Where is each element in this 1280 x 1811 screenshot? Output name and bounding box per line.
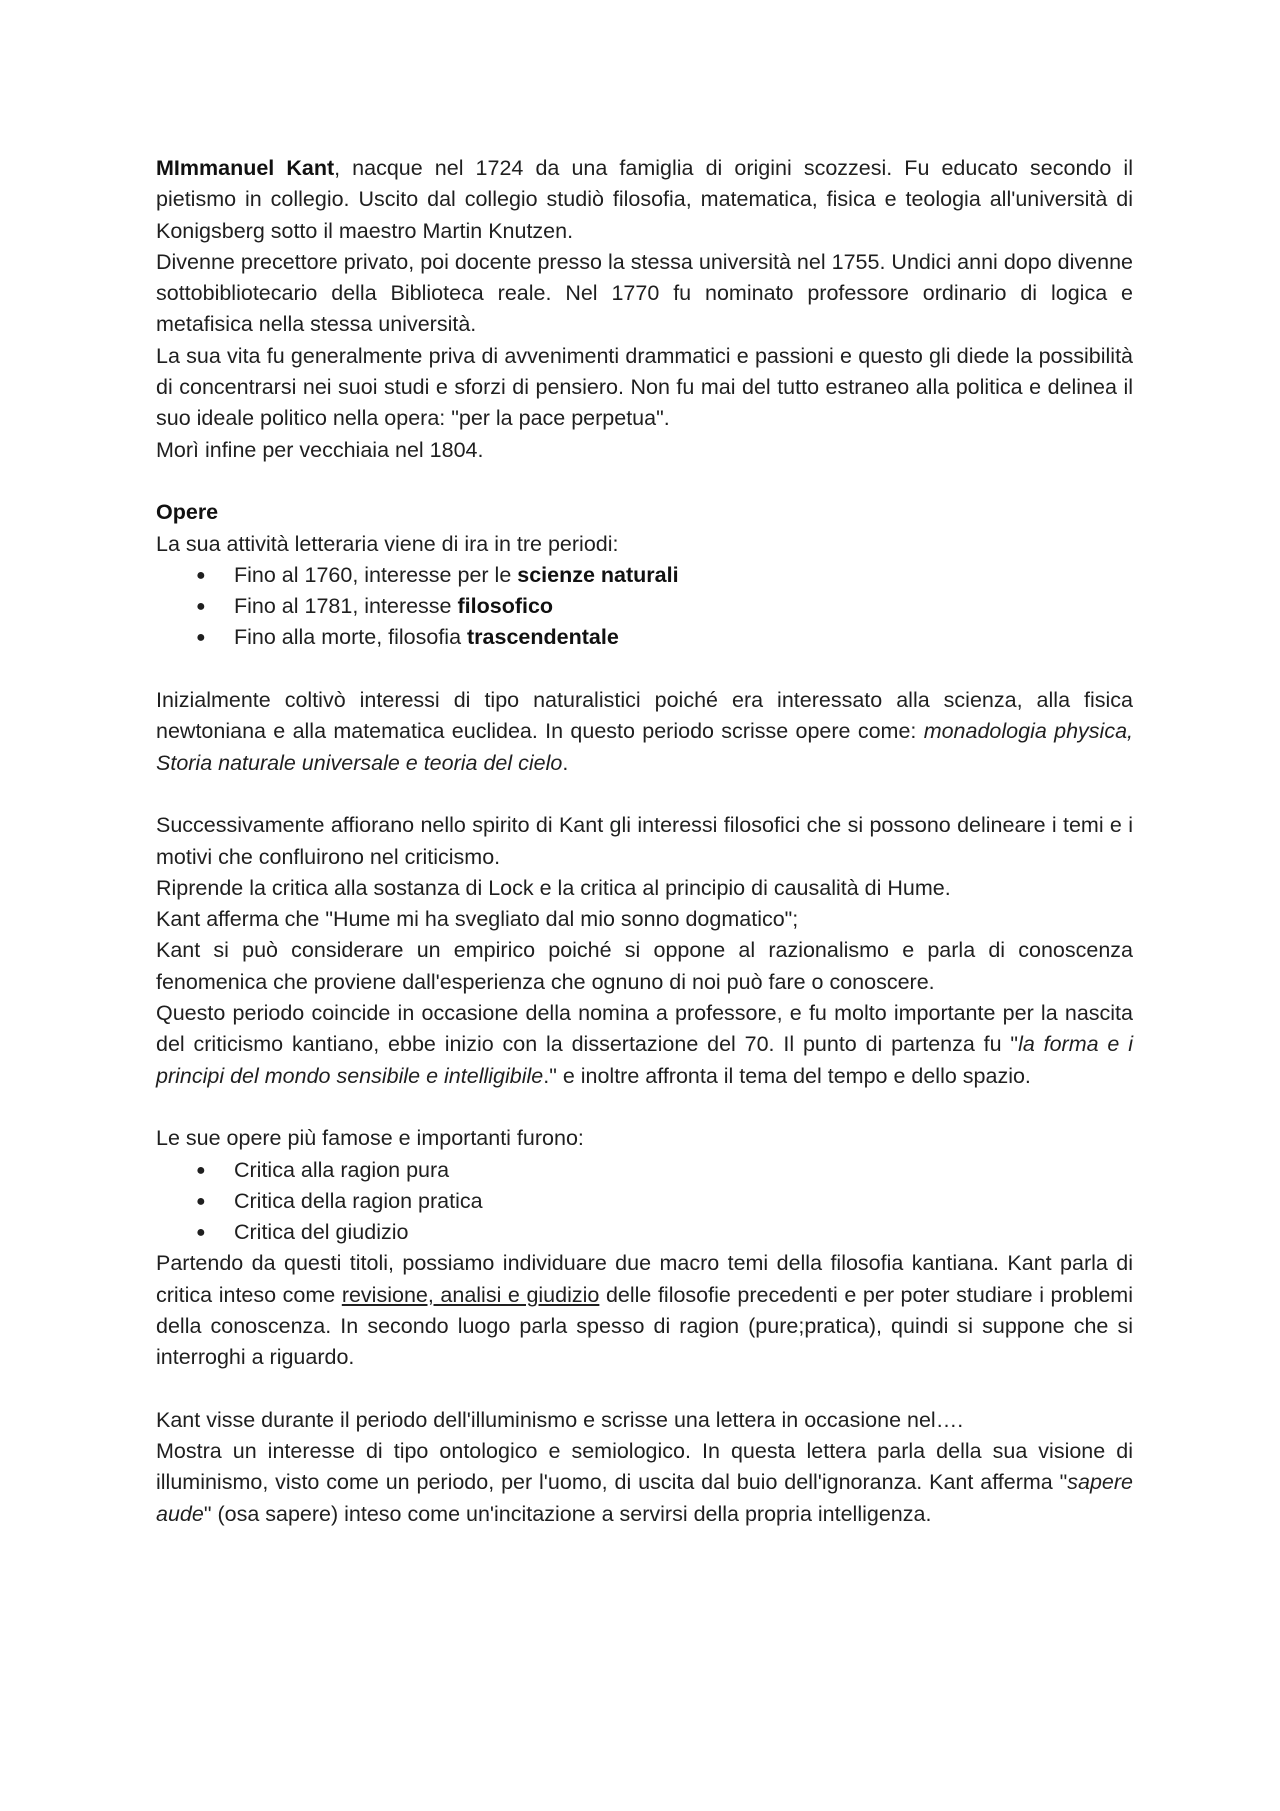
intro-paragraph: [156, 153, 1133, 247]
enlightenment-paragraph-1: Kant visse durante il periodo dell'illuminismo e scrisse una lettera in occasione nel….: [156, 1407, 964, 1432]
philosophic-paragraph-1: Successivamente affiorano nello spirito di Kant gli interessi filosofici che si possono delineare i temi e i motivi che confluirono nel criticismo.: [156, 813, 1133, 869]
periods-lead: La sua attività letteraria viene di ira in tre periodi:: [156, 531, 619, 556]
philosophic-paragraph-5: Questo periodo coincide in occasione della nomina a professore, e fu molto importante per la nascita del criticismo kantiano, ebbe inizio con la dissertazione del 70. Il punto di partenza fu "la forma e i principi del mondo sensibile e intelligibile." e inoltre affronta il tema del tempo e dello spazio.: [156, 1001, 1133, 1088]
bullet-icon: ●: [196, 598, 206, 616]
periods-list: [156, 560, 1133, 654]
bullet-icon: ●: [196, 566, 206, 584]
list-item: ● Fino al 1760, interesse per le scienze naturali: [156, 560, 1133, 591]
philosophic-paragraph-3: Kant afferma che "Hume mi ha svegliato dal mio sonno dogmatico";: [156, 907, 799, 932]
list-item: ● Critica alla ragion pura: [156, 1155, 1133, 1186]
famous-works-list: [156, 1155, 1133, 1249]
critique-paragraph: Partendo da questi titoli, possiamo individuare due macro temi della filosofia kantiana. Kant parla di critica inteso come revisione, analisi e giudizio delle filosofie precedenti e per poter studiare i problemi della conoscenza. In secondo luogo parla spesso di ragion (pure;pratica), quindi si suppone che si interroghi a riguardo.: [156, 1251, 1133, 1370]
list-item: ● Critica della ragion pratica: [156, 1186, 1133, 1217]
bullet-icon: ●: [196, 1192, 206, 1210]
author-name: MImmanuel Kant: [156, 156, 335, 180]
list-item: ● Fino al 1781, interesse filosofico: [156, 591, 1133, 622]
bullet-icon: ●: [196, 1161, 206, 1179]
section-heading-opere: Opere: [156, 500, 219, 525]
life-paragraph: La sua vita fu generalmente priva di avvenimenti drammatici e passioni e questo gli diede la possibilità di concentrarsi nei suoi studi e sforzi di pensiero. Non fu mai del tutto estraneo alla politica e delinea il suo ideale politico nella opera: "per la pace perpetua".: [156, 343, 1133, 431]
list-item: ● Critica del giudizio: [156, 1217, 1133, 1248]
document-page: [156, 153, 1133, 1530]
intro-text: , nacque nel 1724 da una famiglia di origini scozzesi. Fu educato secondo il pietismo in collegio. Uscito dal collegio studiò filosofia, matematica, fisica e teologia all'università di Konigsberg sotto il maestro Martin Knutzen.: [156, 156, 1133, 243]
death-paragraph: Morì infine per vecchiaia nel 1804.: [156, 437, 484, 462]
list-item: ● Fino alla morte, filosofia trascendentale: [156, 622, 1133, 653]
career-paragraph: Divenne precettore privato, poi docente presso la stessa università nel 1755. Undici anni dopo divenne sottobibliotecario della Biblioteca reale. Nel 1770 fu nominato professore ordinario di logica e metafisica nella stessa università.: [156, 249, 1133, 337]
philosophic-paragraph-4: Kant si può considerare un empirico poiché si oppone al razionalismo e parla di conoscenza fenomenica che proviene dall'esperienza che ognuno di noi può fare o conoscere.: [156, 938, 1133, 994]
bullet-icon: ●: [196, 629, 206, 647]
bullet-icon: ●: [196, 1224, 206, 1242]
enlightenment-paragraph-2: Mostra un interesse di tipo ontologico e semiologico. In questa lettera parla della sua visione di illuminismo, visto come un periodo, per l'uomo, di uscita dal buio dell'ignoranza. Kant afferma "sapere aude" (osa sapere) inteso come un'incitazione a servirsi della propria intelligenza.: [156, 1439, 1133, 1526]
naturalistic-paragraph: Inizialmente coltivò interessi di tipo naturalistici poiché era interessato alla scienza, alla fisica newtoniana e alla matematica euclidea. In questo periodo scrisse opere come: monadologia physica, Storia naturale universale e teoria del cielo.: [156, 688, 1133, 775]
philosophic-paragraph-2: Riprende la critica alla sostanza di Lock e la critica al principio di causalità di Hume.: [156, 875, 951, 900]
famous-works-lead: Le sue opere più famose e importanti furono:: [156, 1126, 584, 1151]
